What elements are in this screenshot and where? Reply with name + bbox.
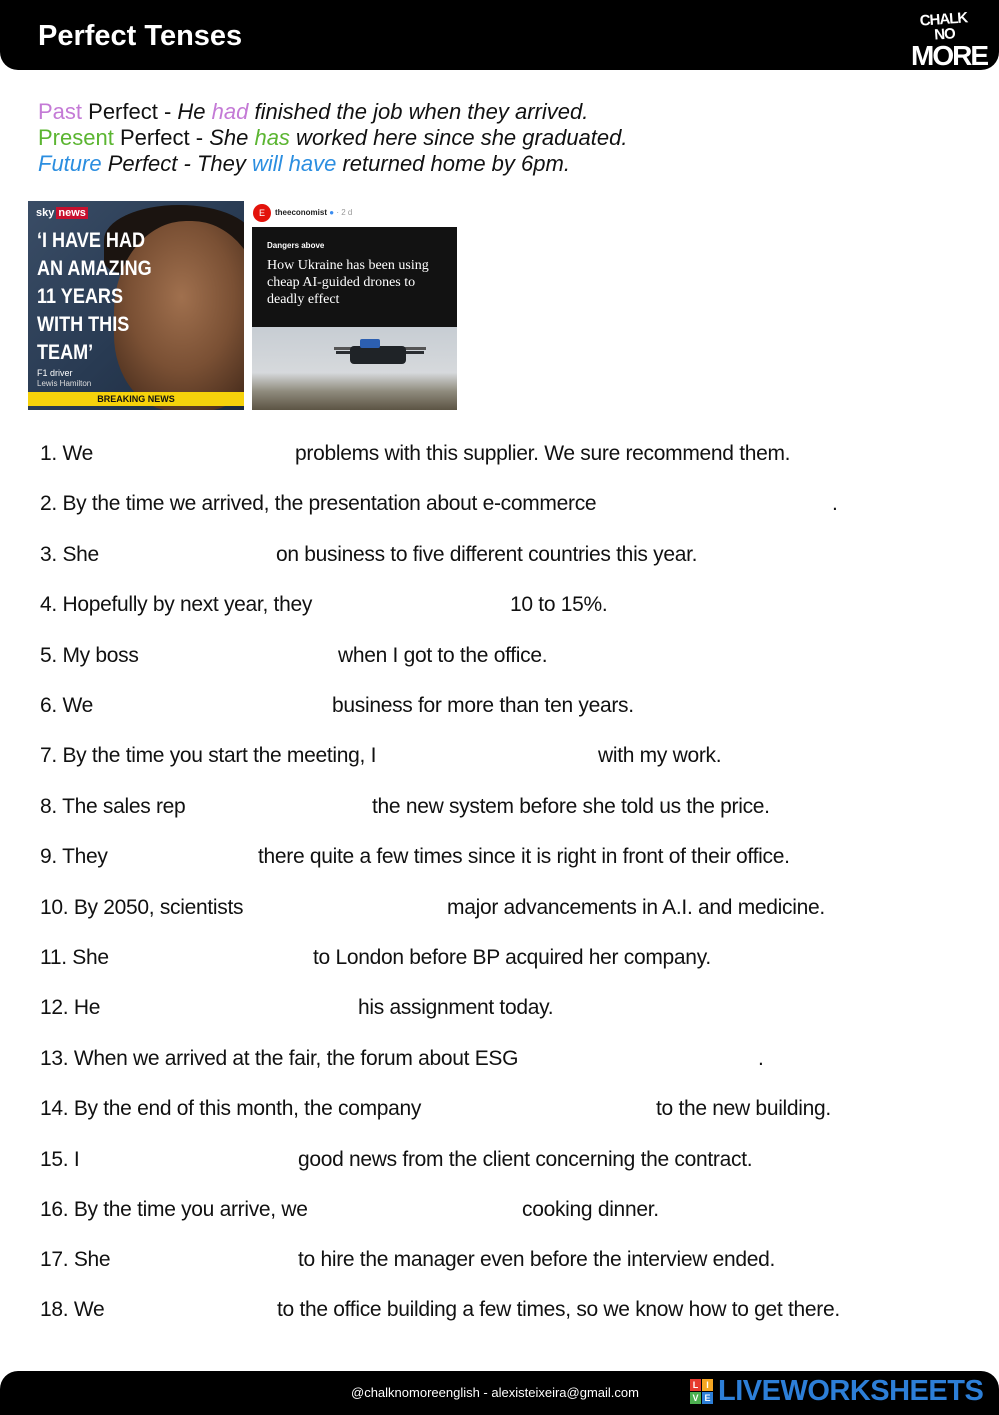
hamilton-quote: ‘I HAVE HAD AN AMAZING 11 YEARS WITH THIS TEAM’: [37, 229, 152, 364]
question-16-answer-field[interactable]: [324, 1199, 516, 1223]
present-auxiliary: has: [254, 125, 290, 150]
liveworksheets-wordmark: LIVEWORKSHEETS: [718, 1375, 984, 1407]
question-9-start: 9. They: [40, 845, 108, 868]
drone-photo: [252, 327, 457, 410]
handle-text: theeconomist: [275, 208, 328, 217]
drone-camera: [360, 339, 380, 348]
question-8-end: the new system before she told us the price.: [372, 795, 770, 818]
question-12-answer-field[interactable]: [112, 997, 352, 1021]
question-14-answer-field[interactable]: [440, 1098, 650, 1122]
question-11-answer-field[interactable]: [118, 947, 308, 971]
question-7-end: with my work.: [598, 744, 722, 767]
question-13-end: .: [758, 1047, 764, 1070]
economist-handle: [275, 208, 352, 217]
question-13-start: 13. When we arrived at the fair, the forum about ESG: [40, 1047, 519, 1070]
breaking-news-banner: BREAKING NEWS: [28, 392, 244, 406]
post-time: · 2 d: [336, 208, 353, 217]
economist-avatar: E: [253, 204, 271, 222]
future-label: Future: [38, 151, 102, 176]
question-7-answer-field[interactable]: [390, 745, 593, 769]
example-future: [38, 151, 958, 177]
sky-brand-tag: news: [58, 207, 86, 219]
question-8-start: 8. The sales rep: [40, 795, 186, 818]
question-15-start: 15. I: [40, 1148, 80, 1171]
question-14-start: 14. By the end of this month, the company: [40, 1097, 422, 1120]
question-11-end: to London before BP acquired her company.: [313, 946, 711, 969]
present-perfect-label: Perfect -: [113, 125, 210, 150]
header-bar: [0, 0, 999, 70]
question-5-answer-field[interactable]: [140, 645, 333, 669]
question-18-answer-field[interactable]: [110, 1299, 272, 1323]
logo-line-2: MORE: [911, 40, 987, 71]
verified-icon: ●: [329, 208, 335, 217]
past-label: Past: [38, 99, 83, 124]
caption-name: Lewis Hamilton: [37, 379, 92, 388]
question-2-end: .: [832, 492, 838, 515]
future-sentence-end: returned home by 6pm.: [336, 151, 570, 176]
logo-line-1: CHALK NO: [919, 9, 968, 44]
past-sentence-start: He: [177, 99, 212, 124]
logo-letter-v: V: [690, 1392, 701, 1404]
footer-bar: [0, 1371, 999, 1415]
future-perfect-label: Perfect - They: [101, 151, 252, 176]
sky-news-image: [28, 201, 244, 410]
present-sentence-start: She: [209, 125, 255, 150]
past-perfect-label: Perfect -: [82, 99, 178, 124]
article-headline: How Ukraine has been using cheap AI-guided drones to deadly effect: [267, 258, 429, 307]
question-6-start: 6. We: [40, 694, 93, 717]
question-4-answer-field[interactable]: [318, 594, 504, 618]
question-1-end: problems with this supplier. We sure recommend them.: [295, 442, 791, 465]
past-sentence-end: finished the job when they arrived.: [248, 99, 589, 124]
question-12-start: 12. He: [40, 996, 101, 1019]
example-present: [38, 125, 958, 151]
liveworksheets-grid-icon: [690, 1379, 714, 1405]
question-3-end: on business to five different countries this year.: [276, 543, 698, 566]
question-16-start: 16. By the time you arrive, we: [40, 1198, 308, 1221]
example-past: [38, 99, 958, 125]
question-2-answer-field[interactable]: [616, 493, 828, 517]
question-4-start: 4. Hopefully by next year, they: [40, 593, 313, 616]
question-17-answer-field[interactable]: [114, 1249, 292, 1273]
question-7-start: 7. By the time you start the meeting, I: [40, 744, 377, 767]
logo-letter-e: E: [702, 1392, 713, 1404]
sky-brand: sky: [36, 207, 55, 219]
question-10-end: major advancements in A.I. and medicine.: [447, 896, 825, 919]
question-6-answer-field[interactable]: [96, 695, 327, 719]
headline-panel: [252, 227, 457, 327]
past-auxiliary: had: [211, 99, 249, 124]
question-18-end: to the office building a few times, so we know how to get there.: [277, 1298, 840, 1321]
question-17-start: 17. She: [40, 1248, 111, 1271]
footer-contact: @chalknomoreenglish - alexisteixeira@gmail.com: [351, 1385, 639, 1400]
question-6-end: business for more than ten years.: [332, 694, 634, 717]
question-3-answer-field[interactable]: [96, 544, 272, 568]
question-14-end: to the new building.: [656, 1097, 831, 1120]
question-5-end: when I got to the office.: [338, 644, 548, 667]
article-kicker: Dangers above: [267, 241, 325, 250]
post-header: [250, 201, 457, 227]
question-15-end: good news from the client concerning the contract.: [298, 1148, 753, 1171]
economist-post-image: [250, 201, 457, 410]
sky-news-logo: [36, 207, 88, 219]
future-auxiliary: will have: [251, 151, 337, 176]
question-4-end: 10 to 15%.: [510, 593, 608, 616]
question-10-answer-field[interactable]: [250, 897, 442, 921]
question-12-end: his assignment today.: [358, 996, 554, 1019]
tense-examples: [38, 99, 958, 177]
question-3-start: 3. She: [40, 543, 99, 566]
question-5-start: 5. My boss: [40, 644, 139, 667]
question-11-start: 11. She: [40, 946, 109, 969]
drone-body: [350, 346, 406, 364]
question-1-start: 1. We: [40, 442, 93, 465]
page-title: Perfect Tenses: [38, 20, 243, 52]
question-16-end: cooking dinner.: [522, 1198, 659, 1221]
logo-letter-l: L: [690, 1379, 701, 1391]
question-15-answer-field[interactable]: [92, 1149, 292, 1173]
question-13-answer-field[interactable]: [542, 1048, 754, 1072]
question-8-answer-field[interactable]: [186, 796, 367, 820]
logo-letter-i: I: [702, 1379, 713, 1391]
question-9-end: there quite a few times since it is right in front of their office.: [258, 845, 790, 868]
question-18-start: 18. We: [40, 1298, 105, 1321]
caption-role: F1 driver: [37, 368, 73, 378]
present-label: Present: [38, 125, 114, 150]
question-9-answer-field[interactable]: [110, 846, 253, 870]
question-10-start: 10. By 2050, scientists: [40, 896, 244, 919]
question-2-start: 2. By the time we arrived, the presentation about e-commerce: [40, 492, 597, 515]
question-17-end: to hire the manager even before the interview ended.: [298, 1248, 776, 1271]
present-sentence-end: worked here since she graduated.: [289, 125, 628, 150]
chalknomore-logo: [911, 9, 987, 71]
question-1-answer-field[interactable]: [96, 443, 290, 467]
